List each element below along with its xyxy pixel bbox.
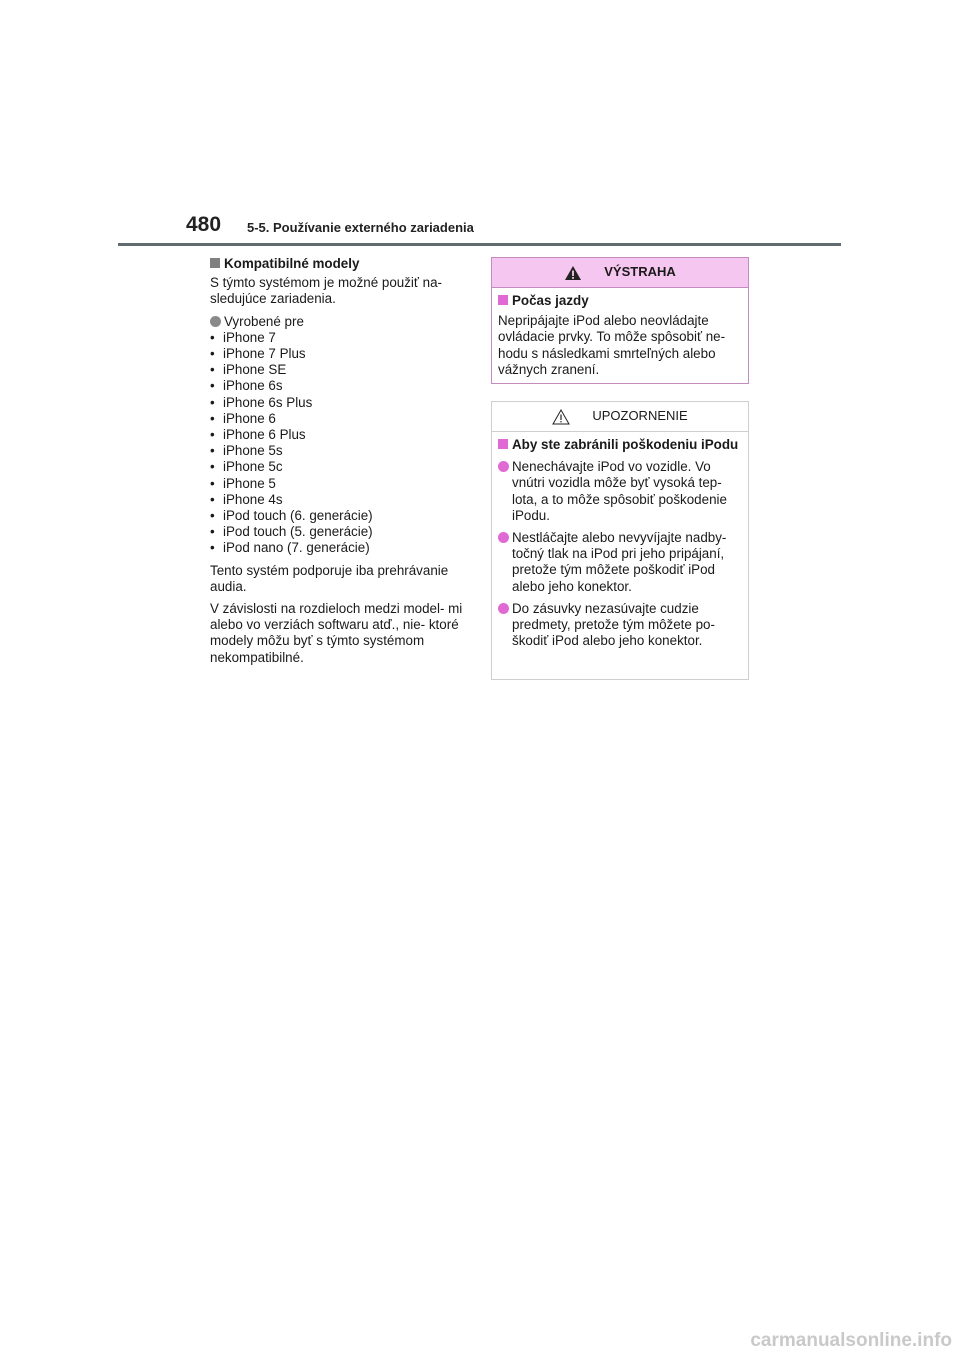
warning-triangle-icon [564,265,582,281]
list-item: • iPhone 5c [210,459,283,475]
audio-only-paragraph: Tento systém podporuje iba prehrávanie audia. [210,562,449,594]
list-item: • iPhone 7 [210,329,276,345]
page-number: 480 [186,213,222,236]
compatible-models-heading: Kompatibilné modely [210,256,472,272]
warning-heading: Počas jazdy [498,293,742,309]
header-divider [118,243,841,246]
list-item: • iPod touch (6. generácie) [210,508,373,524]
warning-text: Nepripájajte iPod alebo neovládajte ovládacie prvky. To môže spôsobiť ne- hodu s následkami smrteľných alebo vážnych zranení. [498,313,726,377]
square-bullet-icon [498,439,508,449]
list-item: • iPhone 4s [210,491,283,507]
list-item: • iPhone 6 Plus [210,427,306,443]
circle-bullet-icon [498,461,509,472]
list-item: • iPhone 6 [210,410,276,426]
notice-header: UPOZORNENIE [492,402,748,432]
list-item: • iPhone 5s [210,443,283,459]
warning-box [491,257,749,384]
circle-bullet-icon [498,603,509,614]
warning-header: VÝSTRAHA [492,258,748,288]
intro-paragraph: S týmto systémom je možné použiť na- sledujúce zariadenia. [210,275,443,307]
list-item: • iPod nano (7. generácie) [210,540,370,556]
notice-heading: Aby ste zabránili poškodeniu iPodu [498,437,742,453]
list-item: • iPhone 7 Plus [210,346,306,362]
notice-box [491,401,749,680]
notice-item: Do zásuvky nezasúvajte cudzie predmety, pretože tým môžete po- škodiť iPod alebo jeho konektor. [498,601,742,650]
models-list [210,330,472,557]
square-bullet-icon [210,258,220,268]
compatibility-paragraph: V závislosti na rozdieloch medzi model- mi alebo vo verziách softwaru atď., nie- ktoré modely môžu byť s týmto systémom nekompatibilné. [210,601,463,665]
square-bullet-icon [498,295,508,305]
list-item: • iPhone SE [210,362,287,378]
notice-item: Nenechávajte iPod vo vozidle. Vo vnútri vozidla môže byť vysoká tep- lota, a to môže spôsobiť poškodenie iPodu. [498,459,742,524]
watermark: carmanualsonline.info [750,1330,952,1351]
list-item: • iPhone 6s [210,378,283,394]
circle-bullet-icon [498,532,509,543]
circle-bullet-icon [210,316,221,327]
list-item: • iPhone 5 [210,475,276,491]
caution-triangle-icon [552,409,570,425]
list-item: • iPhone 6s Plus [210,394,313,410]
made-for-label: Vyrobené pre [210,314,472,330]
section-title: 5-5. Používanie externého zariadenia [247,220,474,235]
notice-item: Nestláčajte alebo nevyvíjajte nadby- točný tlak na iPod pri jeho pripájaní, pretože tým môžete poškodiť iPod alebo jeho konektor. [498,530,742,595]
left-column [210,256,472,672]
list-item: • iPod touch (5. generácie) [210,524,373,540]
